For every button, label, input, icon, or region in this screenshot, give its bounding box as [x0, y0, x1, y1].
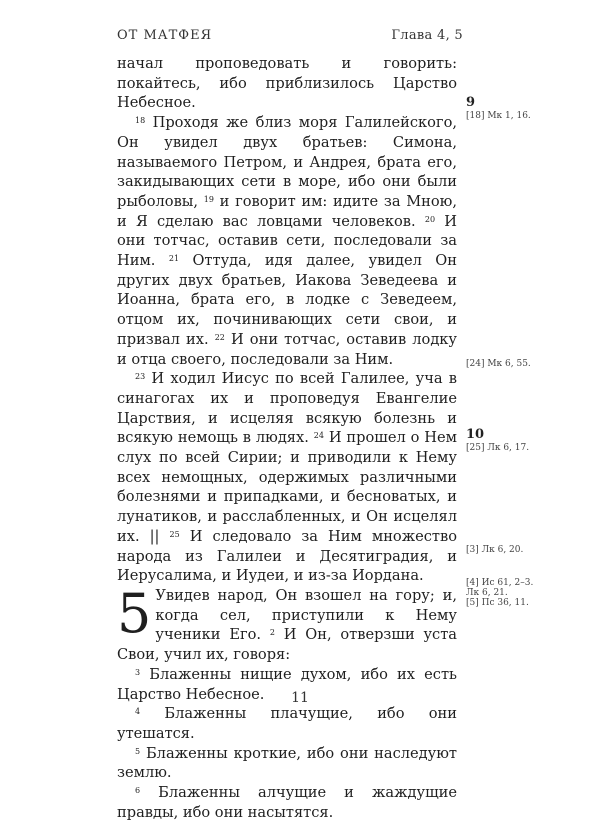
- verse-number: 2: [269, 628, 275, 638]
- verse-text: Проходя же близ моря Галилейского, Он увидел двух братьев: Симона, называемого Петром, и Андрея, брата его, закидывающих сети в море, ибо они были рыболовы,: [117, 114, 457, 210]
- book-title: ОТ МАТФЕЯ: [117, 28, 213, 43]
- margin-note-25: [466, 428, 536, 453]
- verse-text: начал проповедовать и говорить: покайтесь, ибо приблизилось Царство Небесное.: [117, 55, 457, 112]
- verse-number: 3: [135, 667, 141, 677]
- verse-text: И они тотчас, оставив сети, последовали за Ним.: [117, 212, 458, 270]
- page-number: 11: [291, 690, 309, 706]
- verse-number: 5: [135, 746, 141, 756]
- cross-reference: [3] Лк 6, 20.: [466, 545, 524, 555]
- verse-text: Блаженны плачущие, ибо они утешатся.: [117, 705, 457, 742]
- verse-number: 23: [135, 372, 146, 382]
- margin-note-5-4: [466, 578, 536, 608]
- verse-text: И они тотчас, оставив лодку и отца своего, последовали за Ним.: [117, 330, 458, 368]
- paragraph-verses-23-25: [117, 369, 457, 586]
- margin-note-24: [466, 359, 536, 369]
- verse-text: Блаженны нищие духом, ибо их есть Царство Небесное.: [117, 665, 457, 703]
- verse-text: Оттуда, идя далее, увидел Он других двух братьев, Иакова Зеведеева и Иоанна, брата его, в лодке с Зеведеем, отцом их, починивающих сети свои, и призвал их.: [117, 252, 457, 348]
- cross-reference: [24] Мк 6, 55.: [466, 359, 531, 369]
- verse-number: 19: [203, 194, 214, 204]
- running-header: [117, 28, 463, 43]
- paragraph-verses-18-22: [117, 113, 457, 369]
- cross-reference: [4] Ис 61, 2–3.: [466, 578, 534, 588]
- beatitude-6: [117, 783, 457, 822]
- verse-text: И Он, отверзши уста Свои, учил их, говоря:: [117, 626, 457, 664]
- section-number: 9: [466, 95, 476, 110]
- verse-text: Увидев народ, Он взошел на гору; и, когда сел, приступили к Нему ученики Его.: [155, 586, 457, 644]
- chapter-drop-number: 5: [117, 581, 152, 645]
- verse-text: и говорит им: идите за Мною, и Я сделаю вас ловцами человеков.: [117, 192, 458, 230]
- margin-note-5-3: [466, 545, 536, 555]
- margin-note-18: [466, 96, 536, 121]
- verse-text: И прошел о Нем слух по всей Сирии; и приводили к Нему всех немощных, одержимых различными болезнями и припадками, и бесноватых, и лунатиков, и расслабленных, и Он исцелял их. ||: [117, 429, 457, 545]
- verse-number: 24: [313, 431, 324, 441]
- chapter-label: Глава 4, 5: [391, 28, 463, 43]
- cross-reference: [18] Мк 1, 16.: [466, 111, 531, 121]
- verse-text: Блаженны алчущие и жаждущие правды, ибо они насытятся.: [117, 784, 457, 821]
- cross-reference: [25] Лк 6, 17.: [466, 443, 530, 453]
- paragraph-chapter-5: [117, 581, 457, 665]
- beatitude-4: [117, 704, 457, 743]
- main-text: [117, 54, 457, 822]
- verse-number: 21: [168, 254, 180, 264]
- section-number: 10: [466, 427, 485, 442]
- verse-number: 4: [135, 707, 141, 717]
- verse-text: И следовало за Ним множество народа из Галилеи и Десятиградия, и Иерусалима, и Иудеи, и из-за Иордана.: [117, 527, 458, 585]
- paragraph-continuation: [117, 54, 457, 113]
- verse-number: 20: [424, 214, 436, 224]
- verse-number: 22: [214, 332, 225, 342]
- verse-number: 6: [135, 786, 141, 796]
- verse-number: 18: [135, 116, 146, 126]
- verse-number: 25: [169, 529, 180, 539]
- cross-reference: [5] Пс 36, 11.: [466, 598, 529, 608]
- verse-text: Блаженны кроткие, ибо они наследуют землю.: [117, 744, 458, 782]
- cross-reference: Лк 6, 21.: [466, 588, 508, 598]
- verse-text: И ходил Иисус по всей Галилее, уча в синагогах их и проповедуя Евангелие Царствия, и исцеляя всякую болезнь и всякую немощь в людях.: [117, 370, 457, 447]
